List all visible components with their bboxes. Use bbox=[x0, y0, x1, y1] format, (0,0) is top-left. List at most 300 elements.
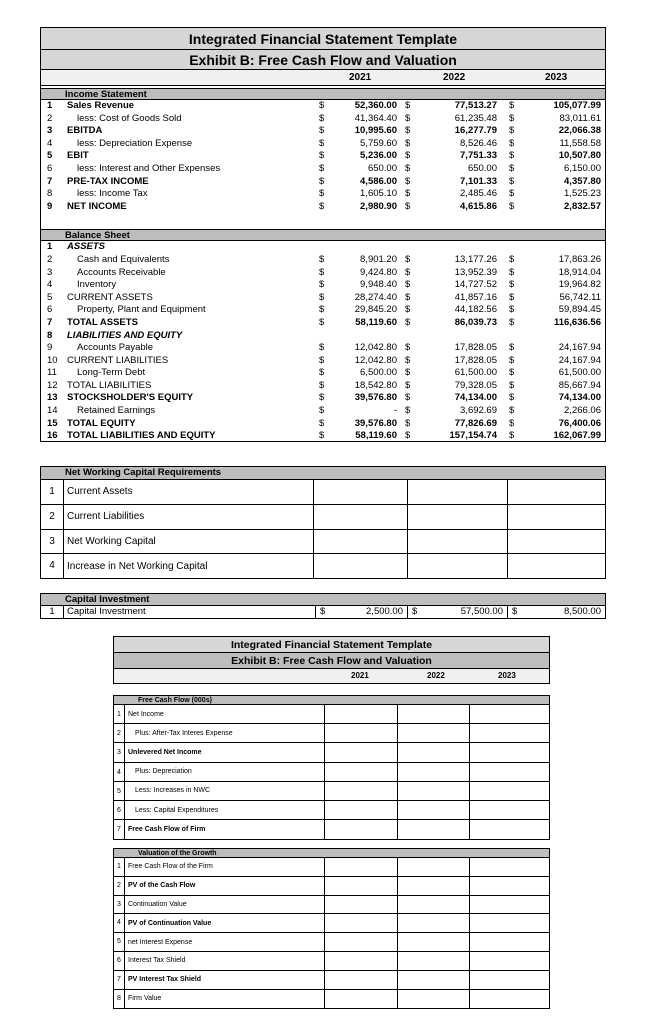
currency: $ bbox=[319, 266, 325, 278]
row-number: 2 bbox=[49, 510, 55, 522]
value-cell[interactable] bbox=[313, 554, 407, 579]
value-cell[interactable] bbox=[469, 971, 549, 989]
currency: $ bbox=[509, 342, 515, 354]
row-number: 13 bbox=[47, 392, 58, 404]
income-row bbox=[41, 150, 605, 163]
value-cell[interactable] bbox=[324, 933, 397, 951]
nwc-row bbox=[41, 480, 605, 505]
income-row bbox=[41, 201, 605, 214]
value-cell[interactable] bbox=[397, 763, 469, 781]
currency: $ bbox=[405, 316, 411, 328]
value-2021: - bbox=[393, 405, 397, 417]
row-number: 4 bbox=[47, 279, 53, 291]
row-label: PRE-TAX INCOME bbox=[67, 175, 149, 187]
row-label: CURRENT LIABILITIES bbox=[67, 354, 169, 366]
row-label: Long-Term Debt bbox=[77, 367, 146, 379]
year-2023: 2023 bbox=[545, 72, 568, 83]
currency: $ bbox=[405, 188, 411, 200]
currency: $ bbox=[319, 279, 325, 291]
row-label: less: Income Tax bbox=[77, 188, 148, 200]
exhibit-title: Integrated Financial Statement Template bbox=[41, 28, 605, 50]
value-cell[interactable] bbox=[397, 705, 469, 723]
value-2022: 157,154.74 bbox=[449, 430, 497, 442]
value-cell[interactable] bbox=[397, 801, 469, 819]
value-2023: 19,964.82 bbox=[558, 279, 601, 291]
value-cell[interactable] bbox=[469, 952, 549, 970]
row-label: Free Cash Flow of the Firm bbox=[124, 858, 324, 876]
value-cell[interactable] bbox=[324, 705, 397, 723]
row-label: TOTAL ASSETS bbox=[67, 316, 138, 328]
row-label: net Interest Expense bbox=[124, 933, 324, 951]
currency: $ bbox=[320, 606, 326, 617]
fcf-row bbox=[114, 743, 549, 762]
row-label: Inventory bbox=[77, 279, 117, 291]
row-number: 6 bbox=[47, 304, 53, 316]
row-label: EBITDA bbox=[67, 125, 103, 137]
value-2023: 2,832.57 bbox=[564, 200, 601, 212]
currency: $ bbox=[319, 342, 325, 354]
exhibit2-subtitle: Exhibit B: Free Cash Flow and Valuation bbox=[114, 653, 549, 669]
value-cell[interactable] bbox=[507, 554, 605, 579]
currency: $ bbox=[509, 150, 515, 162]
value-cell[interactable] bbox=[407, 530, 507, 554]
value-cell[interactable] bbox=[469, 743, 549, 761]
fcf-row bbox=[114, 724, 549, 743]
capex-table bbox=[40, 593, 606, 619]
capex-cell-2021 bbox=[315, 606, 407, 618]
value-2022: 86,039.73 bbox=[454, 316, 497, 328]
capex-2023: 8,500.00 bbox=[564, 606, 601, 617]
year-header bbox=[41, 70, 605, 86]
currency: $ bbox=[405, 430, 411, 442]
value-cell[interactable] bbox=[469, 896, 549, 914]
year-2022: 2022 bbox=[443, 72, 466, 83]
row-number: 9 bbox=[47, 200, 53, 212]
currency: $ bbox=[509, 100, 515, 111]
value-cell[interactable] bbox=[324, 971, 397, 989]
capex-row bbox=[41, 606, 605, 618]
exhibit2-title: Integrated Financial Statement Template bbox=[114, 637, 549, 653]
exhibit2-years bbox=[114, 669, 549, 683]
row-label: NET INCOME bbox=[67, 200, 127, 212]
capex-label: Capital Investment bbox=[63, 606, 329, 618]
currency: $ bbox=[509, 354, 515, 366]
currency: $ bbox=[319, 379, 325, 391]
income-row bbox=[41, 100, 605, 113]
row-number: 2 bbox=[47, 112, 53, 124]
row-label: Cash and Equivalents bbox=[77, 253, 170, 265]
year-2023: 2023 bbox=[498, 671, 516, 680]
currency: $ bbox=[319, 430, 325, 442]
row-number: 3 bbox=[117, 749, 121, 757]
row-number: 2 bbox=[117, 730, 121, 738]
currency: $ bbox=[509, 175, 515, 187]
row-number: 3 bbox=[117, 900, 121, 908]
value-2023: 76,400.06 bbox=[558, 417, 601, 429]
value-2022: 17,828.05 bbox=[454, 354, 497, 366]
value-cell[interactable] bbox=[397, 952, 469, 970]
fcf-table bbox=[113, 695, 550, 840]
row-number: 9 bbox=[47, 342, 53, 354]
value-cell[interactable] bbox=[397, 896, 469, 914]
value-cell[interactable] bbox=[324, 858, 397, 876]
row-label: PV of Continuation Value bbox=[124, 914, 324, 932]
capex-cell-2022 bbox=[407, 606, 507, 618]
currency: $ bbox=[509, 162, 515, 174]
row-label: CURRENT ASSETS bbox=[67, 291, 153, 303]
currency: $ bbox=[319, 162, 325, 174]
value-cell[interactable] bbox=[324, 896, 397, 914]
value-2021: 1,605.10 bbox=[360, 188, 397, 200]
currency: $ bbox=[405, 379, 411, 391]
currency: $ bbox=[509, 279, 515, 291]
income-row bbox=[41, 176, 605, 189]
value-cell[interactable] bbox=[324, 801, 397, 819]
currency: $ bbox=[509, 392, 515, 404]
balance-sheet-rows bbox=[41, 241, 605, 443]
currency: $ bbox=[319, 125, 325, 137]
capex-cell-2023 bbox=[507, 606, 605, 618]
currency: $ bbox=[405, 304, 411, 316]
valuation-row bbox=[114, 952, 549, 971]
currency: $ bbox=[405, 291, 411, 303]
year-2021: 2021 bbox=[349, 72, 372, 83]
currency: $ bbox=[319, 392, 325, 404]
value-cell[interactable] bbox=[324, 782, 397, 800]
row-number: 1 bbox=[47, 100, 53, 111]
value-cell[interactable] bbox=[397, 971, 469, 989]
value-2023: 24,167.94 bbox=[558, 354, 601, 366]
currency: $ bbox=[509, 112, 515, 124]
value-2021: 10,995.60 bbox=[354, 125, 397, 137]
currency: $ bbox=[319, 367, 325, 379]
currency: $ bbox=[509, 200, 515, 212]
value-cell[interactable] bbox=[324, 990, 397, 1009]
value-2021: 5,236.00 bbox=[360, 150, 397, 162]
year-2022: 2022 bbox=[427, 671, 445, 680]
value-cell[interactable] bbox=[397, 743, 469, 761]
row-label: Accounts Payable bbox=[77, 342, 154, 354]
value-cell[interactable] bbox=[469, 820, 549, 839]
value-2021: 12,042.80 bbox=[354, 354, 397, 366]
row-label: Increase in Net Working Capital bbox=[63, 554, 313, 579]
row-number: 15 bbox=[47, 417, 58, 429]
value-2022: 77,513.27 bbox=[454, 100, 497, 111]
value-cell[interactable] bbox=[397, 914, 469, 932]
row-number: 8 bbox=[117, 994, 121, 1002]
currency: $ bbox=[405, 342, 411, 354]
value-cell[interactable] bbox=[469, 763, 549, 781]
row-label: Plus: Depreciation bbox=[124, 763, 324, 781]
currency: $ bbox=[405, 175, 411, 187]
value-2022: 13,952.39 bbox=[454, 266, 497, 278]
value-2023: 105,077.99 bbox=[553, 100, 601, 111]
row-number: 7 bbox=[117, 826, 121, 834]
value-2021: 52,360.00 bbox=[354, 100, 397, 111]
income-row bbox=[41, 188, 605, 201]
income-row bbox=[41, 125, 605, 138]
row-number: 12 bbox=[47, 379, 58, 391]
value-2023: 2,266.06 bbox=[564, 405, 601, 417]
value-cell[interactable] bbox=[469, 782, 549, 800]
value-cell[interactable] bbox=[397, 724, 469, 742]
nwc-row bbox=[41, 530, 605, 555]
value-2021: 41,364.40 bbox=[354, 112, 397, 124]
row-number: 4 bbox=[117, 768, 121, 776]
value-cell[interactable] bbox=[507, 505, 605, 529]
value-cell[interactable] bbox=[507, 530, 605, 554]
value-2022: 3,692.69 bbox=[460, 405, 497, 417]
value-2023: 56,742.11 bbox=[559, 291, 601, 303]
row-label: Firm Value bbox=[124, 990, 324, 1009]
row-number: 4 bbox=[47, 137, 53, 149]
value-2023: 22,066.38 bbox=[558, 125, 601, 137]
currency: $ bbox=[405, 367, 411, 379]
value-2023: 11,558.58 bbox=[559, 137, 601, 149]
row-label: Accounts Receivable bbox=[77, 266, 166, 278]
currency: $ bbox=[319, 200, 325, 212]
exhibit-subtitle: Exhibit B: Free Cash Flow and Valuation bbox=[41, 50, 605, 70]
currency: $ bbox=[319, 304, 325, 316]
row-number: 1 bbox=[117, 711, 121, 718]
row-label: Interest Tax Shield bbox=[124, 952, 324, 970]
value-2021: 29,845.20 bbox=[354, 304, 397, 316]
currency: $ bbox=[319, 417, 325, 429]
value-cell[interactable] bbox=[407, 554, 507, 579]
value-cell[interactable] bbox=[324, 952, 397, 970]
balance-row bbox=[41, 430, 605, 443]
value-2021: 2,980.90 bbox=[360, 200, 397, 212]
fcf-rows bbox=[114, 705, 549, 839]
row-number: 1 bbox=[49, 606, 55, 617]
value-2021: 39,576.80 bbox=[354, 392, 397, 404]
row-label: Retained Earnings bbox=[77, 405, 156, 417]
row-number: 5 bbox=[117, 938, 121, 946]
year-2021: 2021 bbox=[351, 671, 369, 680]
value-2021: 6,500.00 bbox=[360, 367, 397, 379]
row-label: Unlevered Net Income bbox=[124, 743, 324, 761]
capex-2022: 57,500.00 bbox=[460, 606, 503, 617]
row-label: Sales Revenue bbox=[67, 100, 135, 111]
nwc-row bbox=[41, 554, 605, 579]
value-2023: 1,525.23 bbox=[564, 188, 601, 200]
value-cell[interactable] bbox=[469, 933, 549, 951]
value-2021: 5,759.60 bbox=[360, 137, 397, 149]
value-2022: 13,177.26 bbox=[454, 253, 497, 265]
valuation-row bbox=[114, 971, 549, 990]
valuation-row bbox=[114, 990, 549, 1009]
value-cell[interactable] bbox=[469, 705, 549, 723]
value-2021: 4,586.00 bbox=[360, 175, 397, 187]
value-cell[interactable] bbox=[397, 820, 469, 839]
row-number: 1 bbox=[117, 863, 121, 870]
value-cell[interactable] bbox=[407, 505, 507, 529]
valuation-row bbox=[114, 877, 549, 896]
currency: $ bbox=[319, 188, 325, 200]
currency: $ bbox=[319, 291, 325, 303]
row-label: TOTAL EQUITY bbox=[67, 417, 136, 429]
currency: $ bbox=[412, 606, 418, 617]
value-2021: 28,274.40 bbox=[354, 291, 397, 303]
capex-2021: 2,500.00 bbox=[366, 606, 403, 617]
value-2022: 7,751.33 bbox=[460, 150, 497, 162]
row-number: 6 bbox=[117, 956, 121, 964]
valuation-rows bbox=[114, 858, 549, 1008]
row-label: Less: Increases in NWC bbox=[124, 782, 324, 800]
value-2021: 9,948.40 bbox=[360, 279, 397, 291]
value-cell[interactable] bbox=[324, 724, 397, 742]
value-cell[interactable] bbox=[397, 877, 469, 895]
currency: $ bbox=[405, 253, 411, 265]
row-label: Plus: After-Tax Interes Expense bbox=[124, 724, 324, 742]
row-number: 3 bbox=[47, 266, 53, 278]
value-2022: 8,526.46 bbox=[460, 137, 497, 149]
row-number: 5 bbox=[117, 787, 121, 795]
row-label: PV Interest Tax Shield bbox=[124, 971, 324, 989]
value-2023: 6,150.00 bbox=[564, 162, 601, 174]
row-number: 5 bbox=[47, 150, 53, 162]
row-label: Less: Capital Expenditures bbox=[124, 801, 324, 819]
row-number: 10 bbox=[47, 354, 58, 366]
currency: $ bbox=[509, 316, 515, 328]
exhibit-top bbox=[40, 27, 606, 442]
balance-row bbox=[41, 317, 605, 330]
value-cell[interactable] bbox=[469, 858, 549, 876]
value-cell[interactable] bbox=[324, 743, 397, 761]
fcf-row bbox=[114, 820, 549, 839]
value-2022: 2,485.46 bbox=[460, 188, 497, 200]
value-cell[interactable] bbox=[397, 858, 469, 876]
fcf-row bbox=[114, 705, 549, 724]
row-number: 8 bbox=[47, 329, 53, 341]
balance-row bbox=[41, 330, 605, 343]
currency: $ bbox=[319, 112, 325, 124]
value-cell[interactable] bbox=[324, 820, 397, 839]
currency: $ bbox=[405, 137, 411, 149]
value-cell[interactable] bbox=[469, 877, 549, 895]
valuation-row bbox=[114, 914, 549, 933]
row-number: 6 bbox=[47, 162, 53, 174]
capex-heading: Capital Investment bbox=[41, 594, 605, 606]
row-number: 7 bbox=[47, 175, 53, 187]
row-label: STOCKSHOLDER'S EQUITY bbox=[67, 392, 194, 404]
currency: $ bbox=[405, 405, 411, 417]
value-2023: 18,914.04 bbox=[558, 266, 601, 278]
balance-row bbox=[41, 355, 605, 368]
balance-row bbox=[41, 292, 605, 305]
value-cell[interactable] bbox=[407, 480, 507, 504]
value-2023: 83,011.61 bbox=[559, 112, 601, 124]
nwc-row bbox=[41, 505, 605, 530]
currency: $ bbox=[405, 150, 411, 162]
value-cell[interactable] bbox=[397, 782, 469, 800]
balance-row bbox=[41, 380, 605, 393]
value-2022: 74,134.00 bbox=[454, 392, 497, 404]
nwc-rows bbox=[41, 480, 605, 579]
income-statement-heading: Income Statement bbox=[41, 88, 605, 100]
row-number: 16 bbox=[47, 430, 58, 442]
value-cell[interactable] bbox=[507, 480, 605, 504]
currency: $ bbox=[509, 430, 515, 442]
row-number: 3 bbox=[49, 535, 55, 547]
value-cell[interactable] bbox=[469, 914, 549, 932]
income-row bbox=[41, 138, 605, 151]
row-label: Continuation Value bbox=[124, 896, 324, 914]
row-label: EBIT bbox=[67, 150, 89, 162]
currency: $ bbox=[509, 188, 515, 200]
row-label: Net Income bbox=[124, 705, 324, 723]
value-cell[interactable] bbox=[397, 990, 469, 1009]
nwc-heading: Net Working Capital Requirements bbox=[41, 467, 605, 480]
row-label: ASSETS bbox=[67, 241, 106, 253]
value-2023: 116,636.56 bbox=[553, 316, 601, 328]
currency: $ bbox=[405, 100, 411, 111]
value-2022: 41,857.16 bbox=[454, 291, 497, 303]
valuation-row bbox=[114, 933, 549, 952]
value-2021: 39,576.80 bbox=[354, 417, 397, 429]
row-number: 8 bbox=[47, 188, 53, 200]
balance-row bbox=[41, 279, 605, 292]
value-2023: 59,894.45 bbox=[558, 304, 601, 316]
value-cell[interactable] bbox=[469, 801, 549, 819]
row-number: 7 bbox=[117, 975, 121, 983]
balance-row bbox=[41, 304, 605, 317]
value-2022: 7,101.33 bbox=[460, 175, 497, 187]
row-label: less: Cost of Goods Sold bbox=[77, 112, 182, 124]
value-cell[interactable] bbox=[324, 914, 397, 932]
row-label: Current Assets bbox=[63, 480, 313, 504]
row-number: 3 bbox=[47, 125, 53, 137]
balance-row bbox=[41, 342, 605, 355]
currency: $ bbox=[319, 253, 325, 265]
value-2021: 650.00 bbox=[367, 162, 397, 174]
value-2021: 12,042.80 bbox=[354, 342, 397, 354]
value-2022: 4,615.86 bbox=[460, 200, 497, 212]
value-cell[interactable] bbox=[469, 724, 549, 742]
value-cell[interactable] bbox=[313, 530, 407, 554]
value-cell[interactable] bbox=[324, 877, 397, 895]
value-cell[interactable] bbox=[469, 990, 549, 1009]
exhibit-bottom-header bbox=[113, 636, 550, 684]
row-label: Current Liabilities bbox=[63, 505, 313, 529]
balance-row bbox=[41, 254, 605, 267]
income-statement-rows bbox=[41, 100, 605, 213]
currency: $ bbox=[509, 291, 515, 303]
valuation-heading: Valuation of the Growth bbox=[114, 849, 549, 858]
value-2023: 10,507.80 bbox=[558, 150, 601, 162]
currency: $ bbox=[509, 405, 515, 417]
value-2022: 61,500.00 bbox=[454, 367, 497, 379]
currency: $ bbox=[509, 417, 515, 429]
value-2022: 44,182.56 bbox=[454, 304, 497, 316]
currency: $ bbox=[319, 100, 325, 111]
value-cell[interactable] bbox=[324, 763, 397, 781]
value-cell[interactable] bbox=[313, 480, 407, 504]
currency: $ bbox=[319, 354, 325, 366]
row-number: 2 bbox=[117, 881, 121, 889]
row-label: PV of the Cash Flow bbox=[124, 877, 324, 895]
value-cell[interactable] bbox=[313, 505, 407, 529]
value-cell[interactable] bbox=[397, 933, 469, 951]
row-label: less: Depreciation Expense bbox=[77, 137, 193, 149]
balance-row bbox=[41, 241, 605, 254]
currency: $ bbox=[405, 125, 411, 137]
value-2021: 8,901.20 bbox=[360, 253, 397, 265]
value-2023: 85,667.94 bbox=[558, 379, 601, 391]
value-2022: 650.00 bbox=[467, 162, 497, 174]
balance-row bbox=[41, 367, 605, 380]
row-number: 2 bbox=[47, 253, 53, 265]
